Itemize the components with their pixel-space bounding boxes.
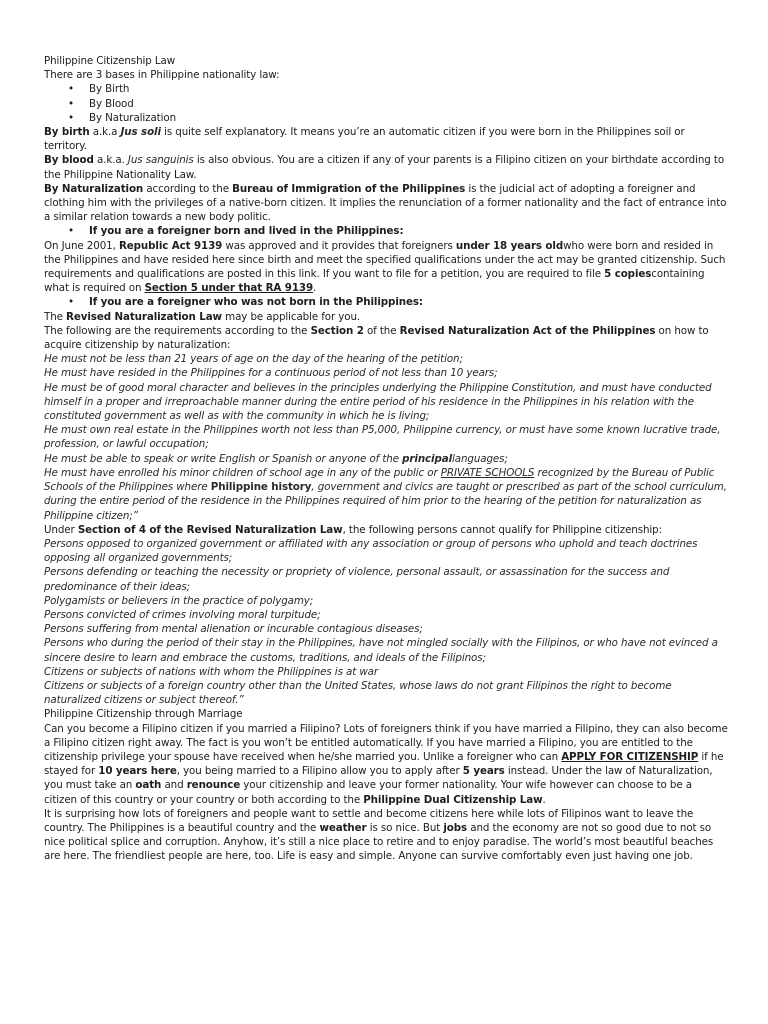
- term-lead: By Naturalization: [44, 182, 144, 195]
- requirement-item: He must have enrolled his minor children of school age in any of the public or PRIVATE SCHOOLS recognized by the Bureau of Public Schools of the Philippines where Philippine history, government and civics are taught or prescribed as part of the school curriculum, during the entire period of the residence in the Philippines required of him prior to the hearing of the petition for naturalization as Philippine citizen;”: [44, 466, 727, 522]
- section5-link[interactable]: Section 5 under that RA 9139: [144, 282, 314, 295]
- disqualification-item: Persons opposed to organized government or affiliated with any association or group of persons who uphold and teach doctrines opposing all organized governments;: [44, 537, 698, 565]
- section4-intro: Under Section of 4 of the Revised Naturalization Law, the following persons cannot qualify for Philippine citizenship:: [44, 523, 662, 536]
- section-heading: • If you are a foreigner born and lived in the Philippines:: [44, 224, 728, 238]
- intro-paragraph: There are 3 bases in Philippine nationality law:: [44, 69, 280, 82]
- latin-term: Jus soli: [120, 126, 161, 139]
- latin-term: Jus sanguinis: [127, 154, 194, 167]
- disqualification-item: Citizens or subjects of nations with whom the Philippines is at war: [44, 665, 378, 678]
- list-item: • By Birth: [44, 82, 728, 96]
- marriage-paragraph: Can you become a Filipino citizen if you married a Filipino? Lots of foreigners think if you have married a Filipino, they can also become a Filipino citizen right away. The fact is you won’t be entitled automatically. If you have married a Filipino, you are entitled to the citizenship privilege your spouse have received when he/she married you. Unlike a foreigner who can APPLY FOR CITIZENSHIP if he stayed for 10 years here, you being married to a Filipino allow you to apply after 5 years instead. Under the law of Naturalization, you must take an oath and renounce your citizenship and leave your former nationality. Your wife however can choose to be a citizen of this country or your country or both according to the Philippine Dual Citizenship Law.: [44, 722, 728, 806]
- document-title: Philippine Citizenship Law: [44, 55, 176, 67]
- apply-for-citizenship-link[interactable]: APPLY FOR CITIZENSHIP: [561, 750, 699, 763]
- ra9139-paragraph: On June 2001, Republic Act 9139 was approved and it provides that foreigners under 18 years oldwho were born and resided in the Philippines and have resided here since birth and meet the specified qualifications under the act may be granted citizenship. Such requirements and qualifications are posted in this link. If you want to file for a petition, you are required to file 5 copiescontaining what is required on Section 5 under that RA 9139.: [44, 239, 726, 295]
- by-birth-paragraph: By birth a.k.a Jus soli is quite self explanatory. It means you’re an automatic citizen if you were born in the Philippines soil or territory.: [44, 126, 685, 153]
- disqualification-item: Persons who during the period of their stay in the Philippines, have not mingled socially with the Filipinos, or who have not evinced a sincere desire to learn and embrace the customs, traditions, and ideals of the Filipinos;: [44, 637, 718, 664]
- disqualification-item: Polygamists or believers in the practice of polygamy;: [44, 594, 314, 607]
- requirement-item: He must not be less than 21 years of age on the day of the hearing of the petition;: [44, 353, 463, 366]
- notborn-heading-list: [44, 295, 728, 309]
- disqualification-item: Persons suffering from mental alienation or incurable contagious diseases;: [44, 623, 423, 636]
- list-item: • By Naturalization: [44, 111, 728, 125]
- marriage-heading: Philippine Citizenship through Marriage: [44, 708, 243, 721]
- born-heading-list: [44, 224, 728, 238]
- private-schools-link[interactable]: PRIVATE SCHOOLS: [440, 466, 535, 479]
- requirement-item: He must have resided in the Philippines for a continuous period of not less than 10 years;: [44, 367, 498, 380]
- bases-list: [44, 82, 728, 125]
- by-blood-paragraph: By blood a.k.a. Jus sanguinis is also obvious. You are a citizen if any of your parents is a Filipino citizen on your birthdate according to the Philippine Nationality Law.: [44, 154, 725, 181]
- closing-paragraph: It is surprising how lots of foreigners and people want to settle and become citizens here while lots of Filipinos want to leave the country. The Philippines is a beautiful country and the weather is so nice. But jobs and the economy are not so good due to not so nice political splice and corruption. Anyhow, it’s still a nice place to retire and to enjoy paradise. The world’s most beautiful beaches are here. The friendliest people are here, too. Life is easy and simple. Anyone can survive comfortably even just having one job.: [44, 807, 714, 863]
- rnl-paragraph: The Revised Naturalization Law may be applicable for you.: [44, 310, 361, 323]
- section-heading: • If you are a foreigner who was not born in the Philippines:: [44, 295, 728, 309]
- disqualification-item: Persons defending or teaching the necessity or propriety of violence, personal assault, or assassination for the success and predominance of their ideas;: [44, 566, 670, 593]
- term-lead: By birth: [44, 126, 90, 139]
- disqualification-item: Persons convicted of crimes involving moral turpitude;: [44, 608, 321, 621]
- bureau-name: Bureau of Immigration of the Philippines: [232, 182, 466, 195]
- disqualification-item: Citizens or subjects of a foreign country other than the United States, whose laws do not grant Filipinos the right to become naturalized citizens or subject thereof.”: [44, 679, 672, 707]
- term-lead: By blood: [44, 154, 94, 167]
- requirement-item: He must be of good moral character and believes in the principles underlying the Philippine Constitution, and must have conducted himself in a proper and irreproachable manner during the entire period of his residence in the Philippines in his relation with the constituted government as well as with the community in which he is living;: [44, 381, 712, 423]
- requirement-item: He must own real estate in the Philippines worth not less than P5,000, Philippine currency, or must have some known lucrative trade, profession, or lawful occupation;: [44, 424, 721, 451]
- by-naturalization-paragraph: By Naturalization according to the Bureau of Immigration of the Philippines is the judicial act of adopting a foreigner and clothing him with the privileges of a native-born citizen. It implies the renunciation of a former nationality and the fact of entrance into a similar relation towards a new body politic.: [44, 182, 727, 224]
- requirements-intro: The following are the requirements according to the Section 2 of the Revised Naturalization Act of the Philippines on how to acquire citizenship by naturalization:: [44, 324, 709, 352]
- list-item: • By Blood: [44, 97, 728, 111]
- requirement-item: He must be able to speak or write English or Spanish or anyone of the principallanguages;: [44, 452, 508, 465]
